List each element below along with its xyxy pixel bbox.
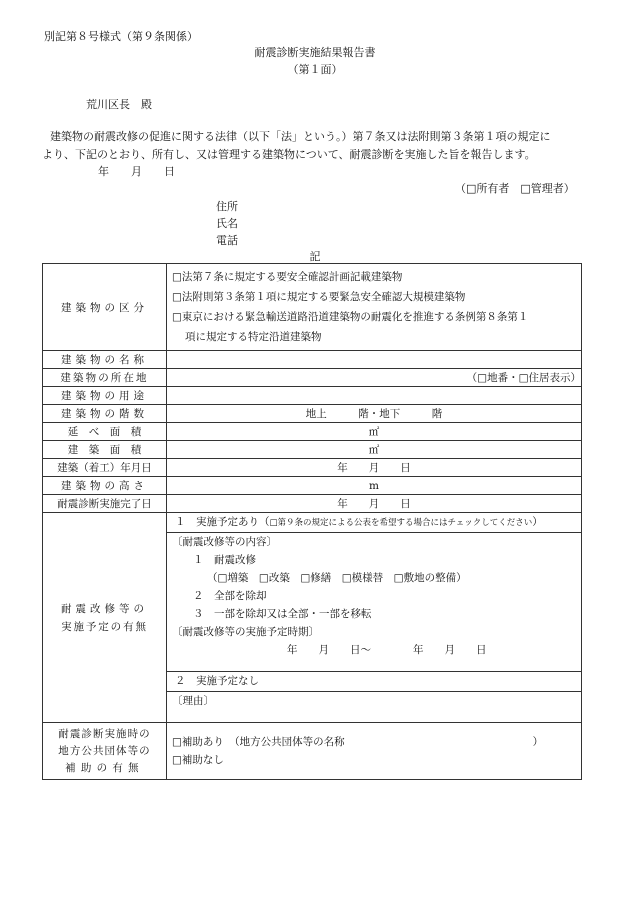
subsidy-options	[167, 723, 582, 780]
form-code: 別記第８号様式（第９条関係）	[44, 30, 198, 43]
construction-date-label: 建築（着工）年月日	[43, 459, 167, 477]
subsidy-yes[interactable]: □補助あり （地方公共団体等の名称 ）	[172, 736, 544, 748]
row-construction-date	[43, 459, 582, 477]
reporter-address-label: 住所	[216, 200, 238, 213]
use-label: 建築物の用途	[61, 390, 148, 402]
category-option-2[interactable]: □法附則第３条第１項に規定する要緊急安全確認大規模建築物	[172, 291, 466, 303]
subsidy-label: 耐震診断実施時の 地方公共団体等の 補助の有無	[43, 723, 167, 780]
name-field[interactable]	[167, 351, 582, 369]
category-label: 建築物の区分	[43, 264, 167, 351]
diagnosis-date-label: 耐震診断実施完了日	[43, 495, 167, 513]
category-option-3-cont: 項に規定する特定沿道建築物	[185, 331, 322, 343]
building-area-field[interactable]: ㎡	[167, 441, 582, 459]
row-floors	[43, 405, 582, 423]
reporter-name-label: 氏名	[216, 217, 238, 230]
row-subsidy	[43, 723, 582, 780]
document-title: 耐震診断実施結果報告書	[254, 46, 376, 59]
content-item-1: １ 耐震改修	[193, 554, 256, 566]
publish-checkbox-note[interactable]: □第９条の規定による公表を希望する場合にはチェックしてください	[269, 518, 533, 528]
plan-yes-cell[interactable]: １ 実施予定あり（□第９条の規定による公表を希望する場合にはチェックしてください）	[167, 513, 582, 533]
location-label: 建築物の所在地	[60, 372, 149, 384]
intro-line-1: 建築物の耐震改修の促進に関する法律（以下「法」という。）第７条又は法附則第３条第１項の規定に	[50, 130, 551, 143]
row-use	[43, 387, 582, 405]
height-field[interactable]: m	[167, 477, 582, 495]
row-location	[43, 369, 582, 387]
height-label: 建築物の高さ	[61, 480, 148, 492]
page-number: （第１面）	[287, 63, 343, 76]
plan-label: 耐震改修等の 実施予定の有無	[43, 513, 167, 723]
category-options[interactable]	[167, 264, 582, 351]
total-area-field[interactable]: ㎡	[167, 423, 582, 441]
category-option-1[interactable]: □法第７条に規定する要安全確認計画記載建築物	[172, 271, 403, 283]
row-diagnosis-date	[43, 495, 582, 513]
period-heading: 〔耐震改修等の実施予定時期〕	[172, 626, 319, 638]
report-table	[42, 263, 582, 780]
subsidy-no[interactable]: □補助なし	[172, 754, 224, 766]
plan-no[interactable]: ２ 実施予定なし	[175, 675, 259, 687]
content-item-1-options[interactable]: （□増築 □改築 □修繕 □模様替 □敷地の整備）	[207, 572, 467, 584]
construction-date-field[interactable]: 年 月 日	[167, 459, 582, 477]
plan-no-cell	[167, 672, 582, 723]
use-field[interactable]	[167, 387, 582, 405]
floors-label: 建築物の階数	[61, 408, 148, 420]
plan-content-cell	[167, 533, 582, 672]
name-label: 建築物の名称	[61, 354, 148, 366]
reporter-role: （□所有者 □管理者）	[455, 182, 575, 195]
row-total-area	[43, 423, 582, 441]
addressee: 荒川区長 殿	[86, 98, 152, 111]
content-heading: 〔耐震改修等の内容〕	[172, 536, 277, 548]
content-item-2: ２ 全部を除却	[193, 590, 267, 602]
row-category	[43, 264, 582, 351]
diagnosis-date-field[interactable]: 年 月 日	[167, 495, 582, 513]
report-date: 年 月 日	[98, 165, 175, 178]
location-field[interactable]: （□地番・□住居表示）	[167, 369, 582, 387]
row-building-area	[43, 441, 582, 459]
row-plan-yes	[43, 513, 582, 533]
ki-heading: 記	[309, 250, 321, 263]
category-option-3[interactable]: □東京における緊急輸送道路沿道建築物の耐震化を推進する条例第８条第１	[172, 311, 529, 323]
row-name	[43, 351, 582, 369]
building-area-label: 建 築 面 積	[43, 441, 167, 459]
plan-yes-prefix[interactable]: １ 実施予定あり（	[175, 516, 270, 528]
total-area-label: 延 べ 面 積	[43, 423, 167, 441]
period-field[interactable]: 年 月 日〜 年 月 日	[287, 644, 487, 656]
floors-field[interactable]: 地上 階・地下 階	[167, 405, 582, 423]
intro-line-2: より、下記のとおり、所有し、又は管理する建築物について、耐震診断を実施した旨を報告します。	[42, 148, 536, 161]
reason-field[interactable]: 〔理由〕	[172, 695, 214, 707]
reporter-phone-label: 電話	[216, 234, 238, 247]
content-item-3: ３ 一部を除却又は全部・一部を移転	[193, 608, 372, 620]
row-height	[43, 477, 582, 495]
